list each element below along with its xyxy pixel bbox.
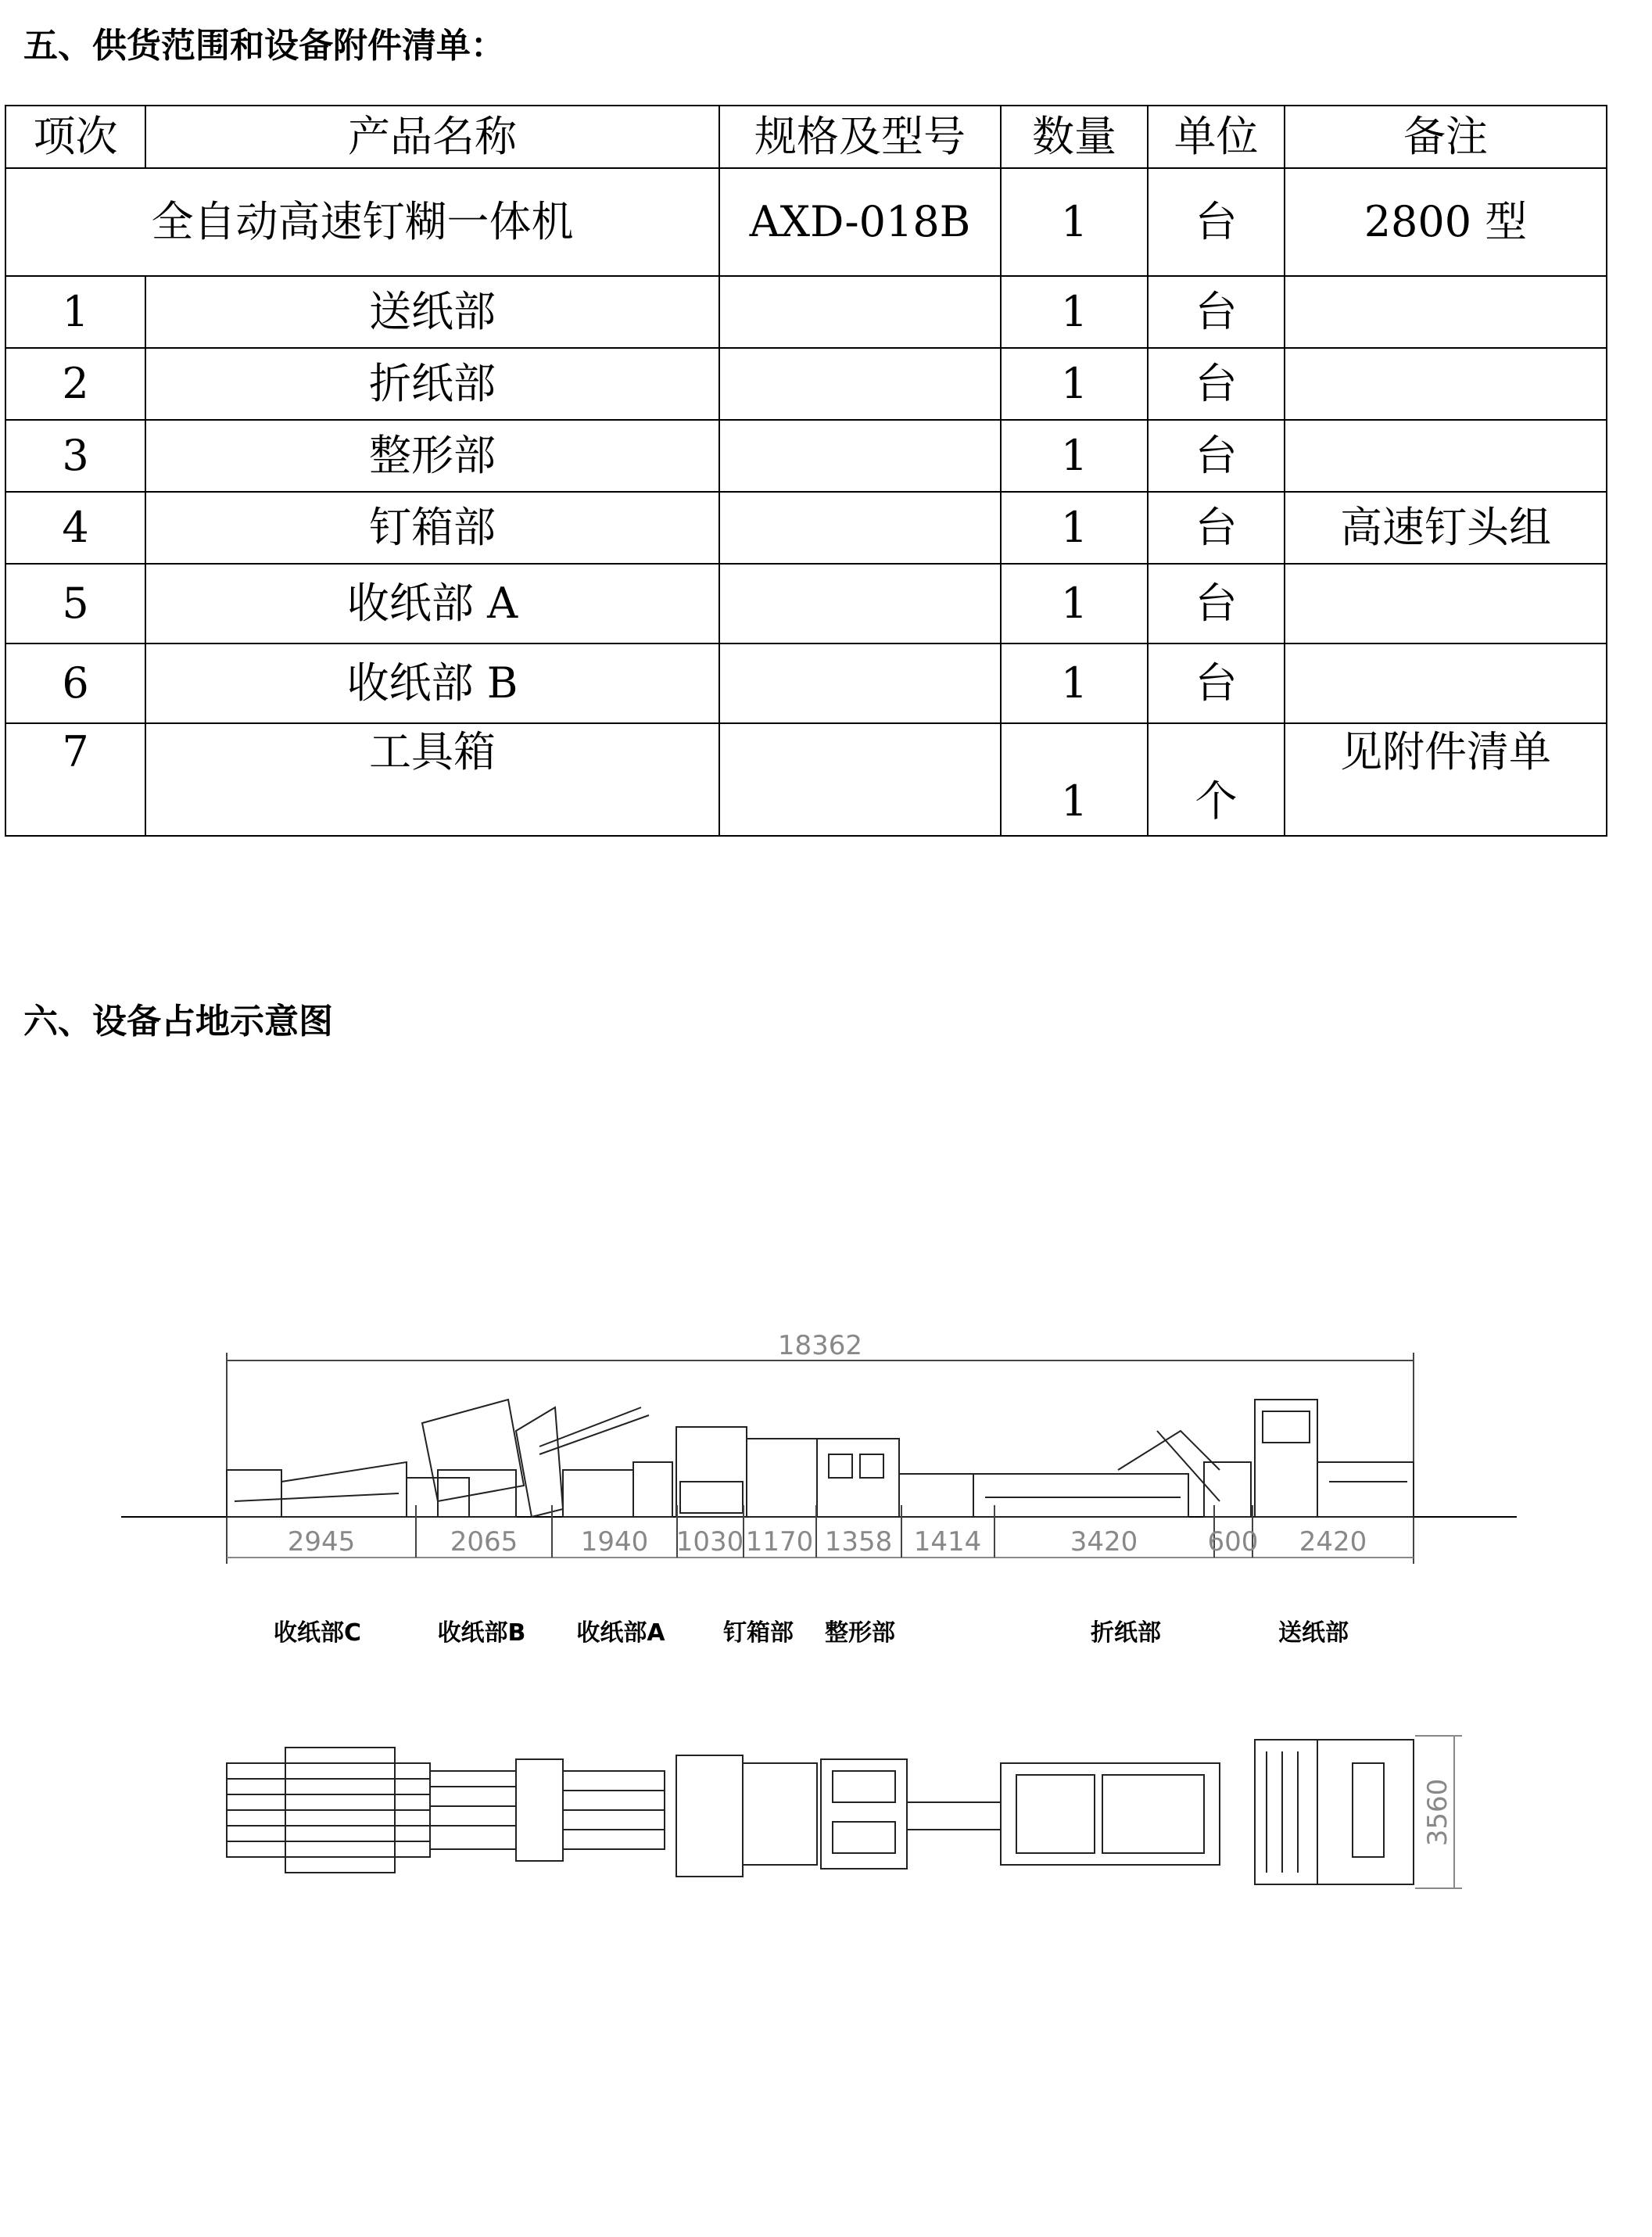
table-row (5, 276, 1607, 348)
row-note (1285, 276, 1607, 348)
row-no: 7 (5, 723, 145, 836)
row-unit: 台 (1148, 564, 1285, 643)
row-note (1285, 420, 1607, 492)
row-no: 2 (5, 348, 145, 420)
product-qty: 1 (1001, 168, 1148, 276)
row-qty: 1 (1001, 276, 1148, 348)
row-unit: 台 (1148, 492, 1285, 564)
row-no: 3 (5, 420, 145, 492)
row-no: 5 (5, 564, 145, 643)
row-model (719, 723, 1001, 836)
row-name: 收纸部 A (145, 564, 719, 643)
row-note (1285, 348, 1607, 420)
side-view-machine (227, 1400, 1414, 1517)
row-unit: 台 (1148, 643, 1285, 723)
top-view-machine (227, 1740, 1414, 1884)
total-length-label: 18362 (777, 1330, 863, 1361)
row-unit: 台 (1148, 276, 1285, 348)
row-qty: 1 (1001, 723, 1148, 836)
header-cell: 备注 (1285, 106, 1607, 168)
row-qty: 1 (1001, 492, 1148, 564)
product-name: 全自动高速钉糊一体机 (5, 168, 719, 276)
section-label: 折纸部 (1091, 1619, 1161, 1647)
segment-dim: 1940 (580, 1526, 649, 1558)
row-no: 1 (5, 276, 145, 348)
table-header-row (5, 106, 1607, 168)
product-model: AXD-018B (719, 168, 1001, 276)
row-model (719, 276, 1001, 348)
row-name: 折纸部 (145, 348, 719, 420)
row-name: 送纸部 (145, 276, 719, 348)
width-dim-label: 3560 (1422, 1778, 1453, 1847)
row-name: 收纸部 B (145, 643, 719, 723)
segment-dim: 1358 (824, 1526, 893, 1558)
row-note: 高速钉头组 (1285, 492, 1607, 564)
row-note (1285, 564, 1607, 643)
row-model (719, 420, 1001, 492)
row-name: 整形部 (145, 420, 719, 492)
product-unit: 台 (1148, 168, 1285, 276)
row-qty: 1 (1001, 420, 1148, 492)
segment-dim: 1414 (913, 1526, 982, 1558)
row-note (1285, 643, 1607, 723)
row-note: 见附件清单 (1285, 723, 1607, 836)
product-note: 2800 型 (1285, 168, 1607, 276)
section-label: 钉箱部 (723, 1619, 794, 1647)
header-cell: 产品名称 (145, 106, 719, 168)
row-no: 4 (5, 492, 145, 564)
section5-title: 五、供货范围和设备附件清单： (23, 26, 505, 66)
segment-dim: 2945 (287, 1526, 356, 1558)
segment-dim: 600 (1207, 1526, 1259, 1558)
row-qty: 1 (1001, 348, 1148, 420)
section-label: 整形部 (825, 1619, 895, 1647)
row-no: 6 (5, 643, 145, 723)
table-row (5, 564, 1607, 643)
table-row (5, 420, 1607, 492)
row-unit: 台 (1148, 348, 1285, 420)
section-label: 收纸部B (437, 1619, 526, 1647)
table-row (5, 723, 1607, 836)
row-unit: 个 (1148, 723, 1285, 836)
header-cell: 规格及型号 (719, 106, 1001, 168)
row-qty: 1 (1001, 643, 1148, 723)
header-cell: 单位 (1148, 106, 1285, 168)
main-product-row (5, 168, 1607, 276)
table-row (5, 643, 1607, 723)
table-row (5, 492, 1607, 564)
segment-dim: 1030 (675, 1526, 744, 1558)
segment-dim: 2065 (450, 1526, 518, 1558)
header-cell: 数量 (1001, 106, 1148, 168)
floor-plan-drawing (0, 1314, 1652, 1955)
header-cell: 项次 (5, 106, 145, 168)
section-label: 收纸部A (576, 1619, 665, 1647)
row-model (719, 643, 1001, 723)
row-model (719, 348, 1001, 420)
row-name: 工具箱 (145, 723, 719, 836)
row-unit: 台 (1148, 420, 1285, 492)
section6-title: 六、设备占地示意图 (23, 1002, 333, 1041)
table-row (5, 348, 1607, 420)
supply-table (5, 105, 1607, 837)
row-name: 钉箱部 (145, 492, 719, 564)
segment-dim: 1170 (745, 1526, 814, 1558)
section-label: 收纸部C (273, 1619, 362, 1647)
row-model (719, 564, 1001, 643)
section-label: 送纸部 (1278, 1619, 1349, 1647)
segment-dim: 2420 (1299, 1526, 1367, 1558)
segment-dim: 3420 (1070, 1526, 1138, 1558)
row-model (719, 492, 1001, 564)
row-qty: 1 (1001, 564, 1148, 643)
